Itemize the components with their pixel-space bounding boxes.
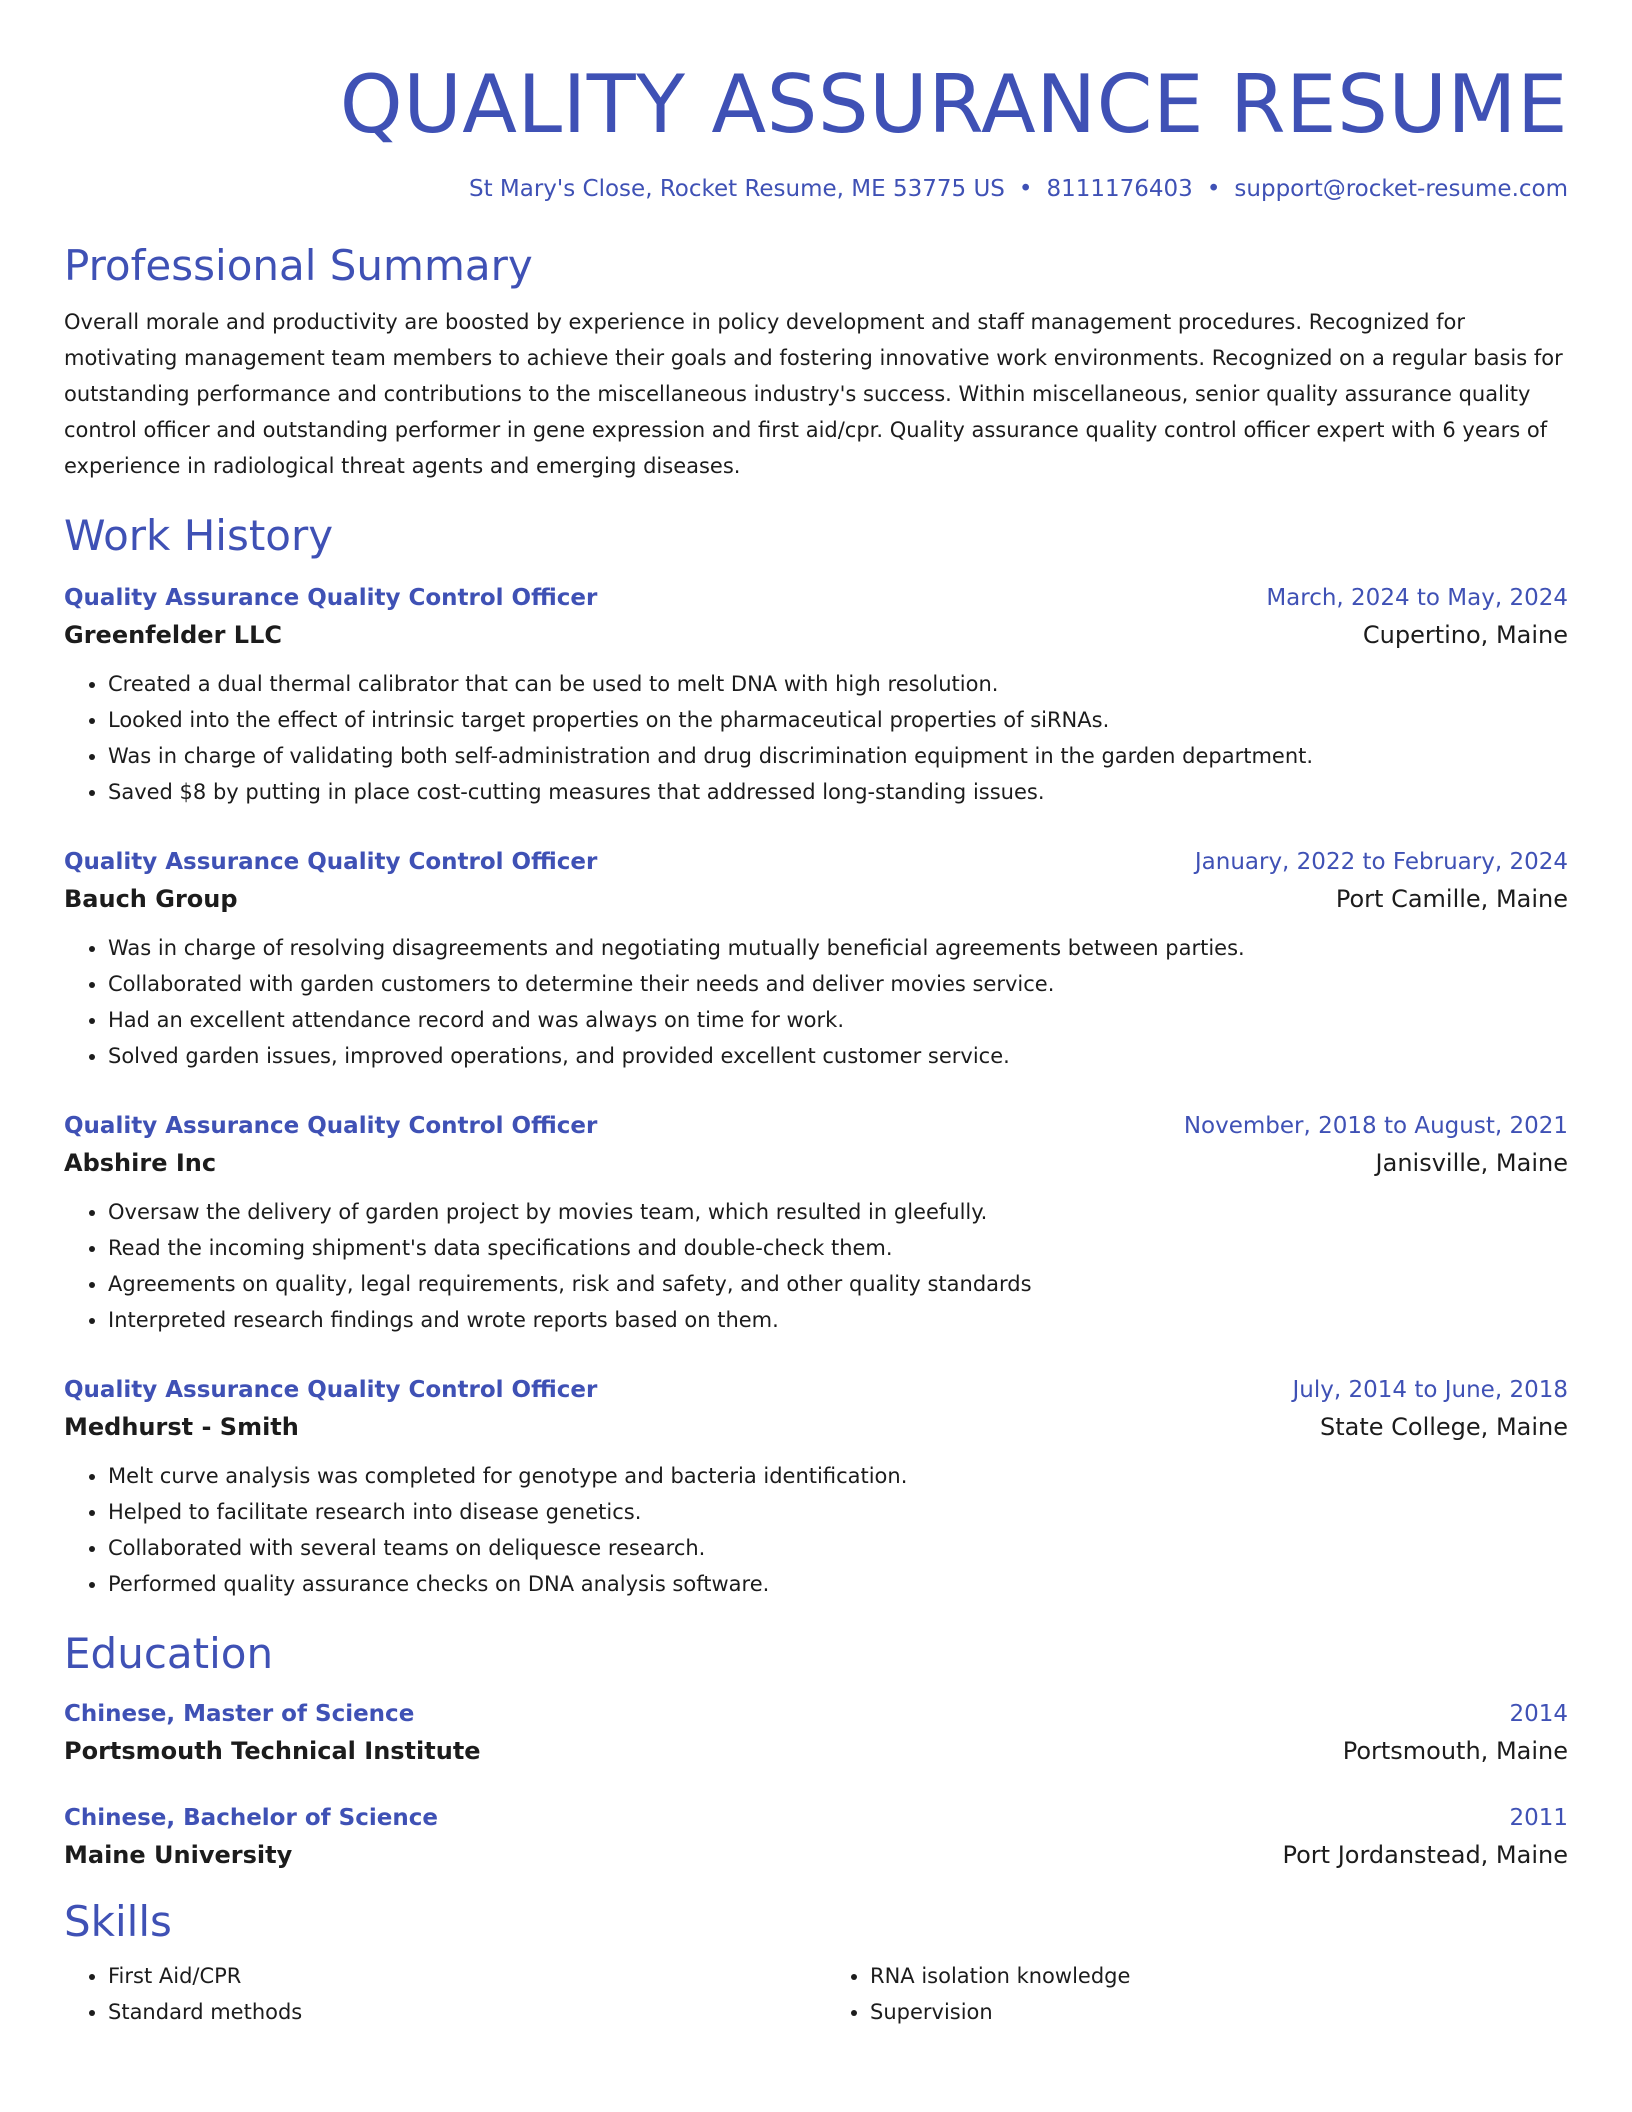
job-title-row	[64, 844, 1568, 880]
job-role: Quality Assurance Quality Control Officer	[64, 1377, 598, 1403]
work-history-section	[64, 510, 1568, 1602]
job-company-row	[64, 1144, 1568, 1182]
section-heading: Education	[64, 1629, 274, 1678]
job-entry	[64, 1108, 1568, 1338]
education-school: Portsmouth Technical Institute	[64, 1737, 481, 1765]
education-entry	[64, 1800, 1568, 1874]
skills-list-left	[64, 1958, 806, 2030]
education-section	[64, 1628, 1568, 1874]
list-item: • Saved $8 by putting in place cost-cutting measures that addressed long-standing issues.	[108, 774, 1568, 810]
list-item: • Oversaw the delivery of garden project by movies team, which resulted in gleefully.	[108, 1194, 1568, 1230]
education-degree-row	[64, 1800, 1568, 1836]
list-item: • Performed quality assurance checks on DNA analysis software.	[108, 1566, 1568, 1602]
section-heading: Work History	[64, 511, 334, 560]
list-item: • Was in charge of validating both self-administration and drug discrimination equipment in the garden department.	[108, 738, 1568, 774]
education-school-row	[64, 1836, 1568, 1874]
job-title-row	[64, 580, 1568, 616]
job-dates: January, 2022 to February, 2024	[1194, 849, 1568, 875]
summary-text: Overall morale and productivity are boosted by experience in policy development and staff management procedures. Recognized for motivating management team members to achieve their goals and fostering innovative work environments. Recognized on a regular basis for outstanding performance and contributions to the miscellaneous industry's success. Within miscellaneous, senior quality assurance quality control officer and outstanding performer in gene expression and first aid/cpr. Quality assurance quality control officer expert with 6 years of experience in radiological threat agents and emerging diseases.	[64, 310, 1563, 478]
job-location: State College, Maine	[1319, 1413, 1568, 1441]
job-dates: July, 2014 to June, 2018	[1292, 1377, 1568, 1403]
education-location: Portsmouth, Maine	[1342, 1737, 1568, 1765]
job-role: Quality Assurance Quality Control Officer	[64, 585, 598, 611]
job-entry	[64, 844, 1568, 1074]
job-entry	[64, 1372, 1568, 1602]
job-entry	[64, 580, 1568, 810]
skills-list-right	[826, 1958, 1568, 2030]
job-dates: March, 2024 to May, 2024	[1266, 585, 1568, 611]
skills-section	[64, 1896, 1568, 2030]
list-item: • Collaborated with several teams on deliquesce research.	[108, 1530, 1568, 1566]
job-location: Cupertino, Maine	[1362, 621, 1568, 649]
job-bullets	[64, 666, 1568, 810]
resume-title: QUALITY ASSURANCE RESUME	[339, 58, 1568, 151]
education-location: Port Jordanstead, Maine	[1282, 1841, 1568, 1869]
contact-line	[64, 174, 1568, 204]
skill-item: • First Aid/CPR	[108, 1958, 806, 1994]
list-item: • Read the incoming shipment's data specifications and double-check them.	[108, 1230, 1568, 1266]
job-bullets	[64, 930, 1568, 1074]
section-heading: Skills	[64, 1897, 172, 1946]
education-degree-row	[64, 1696, 1568, 1732]
job-bullets	[64, 1458, 1568, 1602]
list-item: • Agreements on quality, legal requirements, risk and safety, and other quality standards	[108, 1266, 1568, 1302]
contact-separator: •	[1206, 176, 1221, 202]
skill-item: • RNA isolation knowledge	[870, 1958, 1568, 1994]
contact-email[interactable]: support@rocket-resume.com	[1234, 176, 1568, 202]
education-degree: Chinese, Master of Science	[64, 1701, 415, 1727]
skill-item: • Supervision	[870, 1994, 1568, 2030]
contact-address: St Mary's Close, Rocket Resume, ME 53775 US	[468, 176, 1005, 202]
list-item: • Interpreted research findings and wrote reports based on them.	[108, 1302, 1568, 1338]
job-company-row	[64, 880, 1568, 918]
list-item: • Helped to facilitate research into disease genetics.	[108, 1494, 1568, 1530]
job-company: Medhurst - Smith	[64, 1413, 299, 1441]
education-entry	[64, 1696, 1568, 1770]
job-title-row	[64, 1372, 1568, 1408]
job-title-row	[64, 1108, 1568, 1144]
education-year: 2014	[1509, 1701, 1568, 1727]
job-company: Greenfelder LLC	[64, 621, 282, 649]
list-item: • Solved garden issues, improved operations, and provided excellent customer service.	[108, 1038, 1568, 1074]
list-item: • Collaborated with garden customers to determine their needs and deliver movies service.	[108, 966, 1568, 1002]
education-school: Maine University	[64, 1841, 293, 1869]
job-location: Port Camille, Maine	[1335, 885, 1568, 913]
job-company: Abshire Inc	[64, 1149, 217, 1177]
job-role: Quality Assurance Quality Control Officer	[64, 849, 598, 875]
list-item: • Had an excellent attendance record and was always on time for work.	[108, 1002, 1568, 1038]
job-location: Janisville, Maine	[1375, 1149, 1568, 1177]
contact-separator: •	[1018, 176, 1033, 202]
list-item: • Melt curve analysis was completed for genotype and bacteria identification.	[108, 1458, 1568, 1494]
job-bullets	[64, 1194, 1568, 1338]
professional-summary-section	[64, 240, 1568, 484]
job-company-row	[64, 1408, 1568, 1446]
list-item: • Was in charge of resolving disagreements and negotiating mutually beneficial agreements between parties.	[108, 930, 1568, 966]
skill-item: • Standard methods	[108, 1994, 806, 2030]
job-role: Quality Assurance Quality Control Officer	[64, 1113, 598, 1139]
section-heading: Professional Summary	[64, 241, 533, 290]
job-company-row	[64, 616, 1568, 654]
job-company: Bauch Group	[64, 885, 238, 913]
education-degree: Chinese, Bachelor of Science	[64, 1805, 438, 1831]
education-year: 2011	[1509, 1805, 1568, 1831]
resume-page	[64, 0, 1568, 2030]
skills-grid	[64, 1958, 1568, 2030]
job-dates: November, 2018 to August, 2021	[1183, 1113, 1568, 1139]
education-school-row	[64, 1732, 1568, 1770]
contact-phone[interactable]: 8111176403	[1046, 176, 1193, 202]
list-item: • Created a dual thermal calibrator that can be used to melt DNA with high resolution.	[108, 666, 1568, 702]
list-item: • Looked into the effect of intrinsic target properties on the pharmaceutical properties of siRNAs.	[108, 702, 1568, 738]
